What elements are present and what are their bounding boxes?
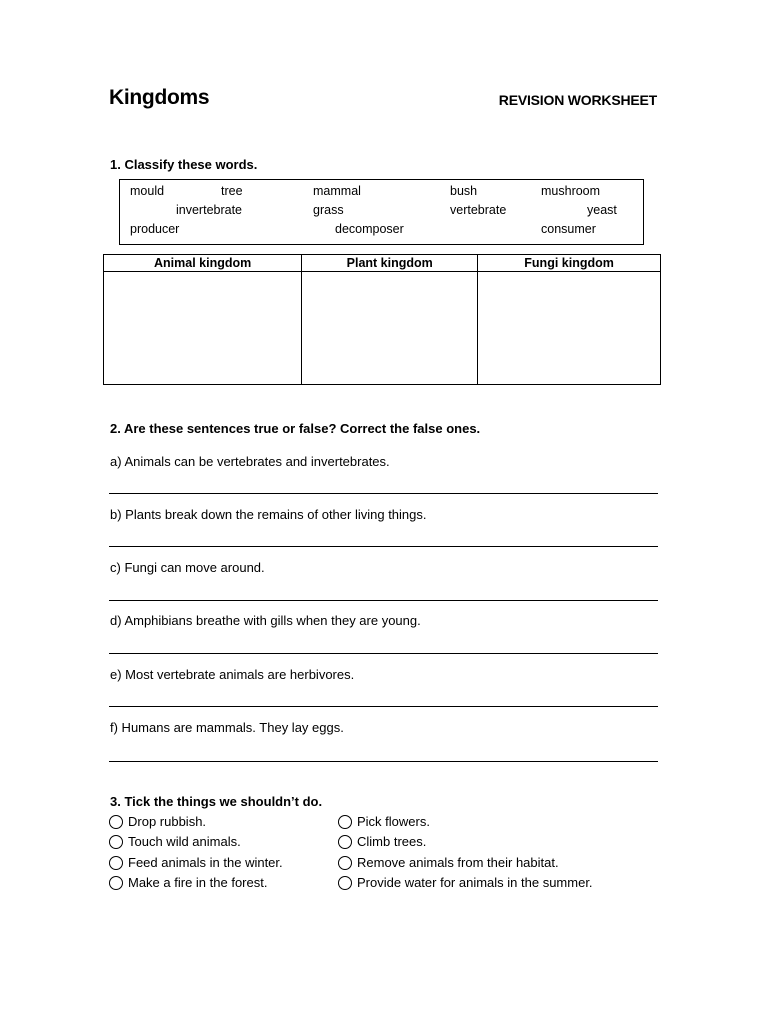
word-item: mushroom: [541, 184, 601, 198]
page-title: Kingdoms: [109, 86, 210, 109]
tick-item-label: Climb trees.: [357, 834, 427, 849]
tick-item[interactable]: [338, 875, 593, 890]
tick-item-label: Touch wild animals.: [128, 834, 241, 849]
word-box: [119, 179, 644, 245]
tick-circle-icon[interactable]: [338, 856, 352, 870]
tick-circle-icon[interactable]: [338, 815, 352, 829]
tick-item-label: Make a fire in the forest.: [128, 875, 268, 890]
tick-item[interactable]: [338, 834, 426, 849]
statement-a: a) Animals can be vertebrates and invertebrates.: [110, 454, 390, 469]
tick-item-label: Remove animals from their habitat.: [357, 855, 559, 870]
answer-line-d[interactable]: [109, 653, 658, 654]
tick-item[interactable]: [109, 875, 267, 890]
tick-item-label: Drop rubbish.: [128, 814, 207, 829]
tick-circle-icon[interactable]: [109, 856, 123, 870]
word-item: mould: [130, 184, 165, 198]
word-item: bush: [450, 184, 478, 198]
tick-item-label: Pick flowers.: [357, 814, 430, 829]
tick-circle-icon[interactable]: [109, 835, 123, 849]
word-item: vertebrate: [450, 203, 507, 217]
plant-kingdom-cell[interactable]: [302, 272, 478, 385]
tick-circle-icon[interactable]: [338, 835, 352, 849]
tick-item[interactable]: [109, 814, 206, 829]
table-header-plant: Plant kingdom: [302, 255, 478, 272]
animal-kingdom-cell[interactable]: [104, 272, 302, 385]
answer-line-b[interactable]: [109, 546, 658, 547]
word-item: consumer: [541, 222, 596, 236]
tick-item[interactable]: [109, 855, 283, 870]
tick-circle-icon[interactable]: [338, 876, 352, 890]
tick-item[interactable]: [109, 834, 241, 849]
tick-item-label: Feed animals in the winter.: [128, 855, 283, 870]
word-item: tree: [221, 184, 243, 198]
answer-line-e[interactable]: [109, 706, 658, 707]
statement-b: b) Plants break down the remains of other living things.: [110, 507, 427, 522]
word-item: invertebrate: [176, 203, 243, 217]
word-item: yeast: [587, 203, 617, 217]
question-2-heading: 2. Are these sentences true or false? Correct the false ones.: [110, 421, 481, 436]
statement-e: e) Most vertebrate animals are herbivores.: [110, 667, 355, 682]
tick-item-label: Provide water for animals in the summer.: [357, 875, 593, 890]
answer-line-c[interactable]: [109, 600, 658, 601]
tick-item[interactable]: [338, 855, 559, 870]
statement-c: c) Fungi can move around.: [110, 560, 265, 575]
statement-f: f) Humans are mammals. They lay eggs.: [110, 720, 344, 735]
statement-d: d) Amphibians breathe with gills when they are young.: [110, 613, 421, 628]
answer-line-f[interactable]: [109, 761, 658, 762]
classification-table: [103, 254, 661, 385]
word-item: decomposer: [335, 222, 404, 236]
tick-circle-icon[interactable]: [109, 876, 123, 890]
table-header-animal: Animal kingdom: [104, 255, 302, 272]
tick-circle-icon[interactable]: [109, 815, 123, 829]
word-item: grass: [313, 203, 344, 217]
tick-item[interactable]: [338, 814, 430, 829]
fungi-kingdom-cell[interactable]: [478, 272, 661, 385]
word-item: producer: [130, 222, 180, 236]
page-subtitle: REVISION WORKSHEET: [498, 92, 657, 108]
question-3-heading: 3. Tick the things we shouldn’t do.: [110, 794, 323, 809]
question-1-heading: 1. Classify these words.: [110, 157, 258, 172]
table-header-fungi: Fungi kingdom: [478, 255, 661, 272]
answer-line-a[interactable]: [109, 493, 658, 494]
word-item: mammal: [313, 184, 361, 198]
